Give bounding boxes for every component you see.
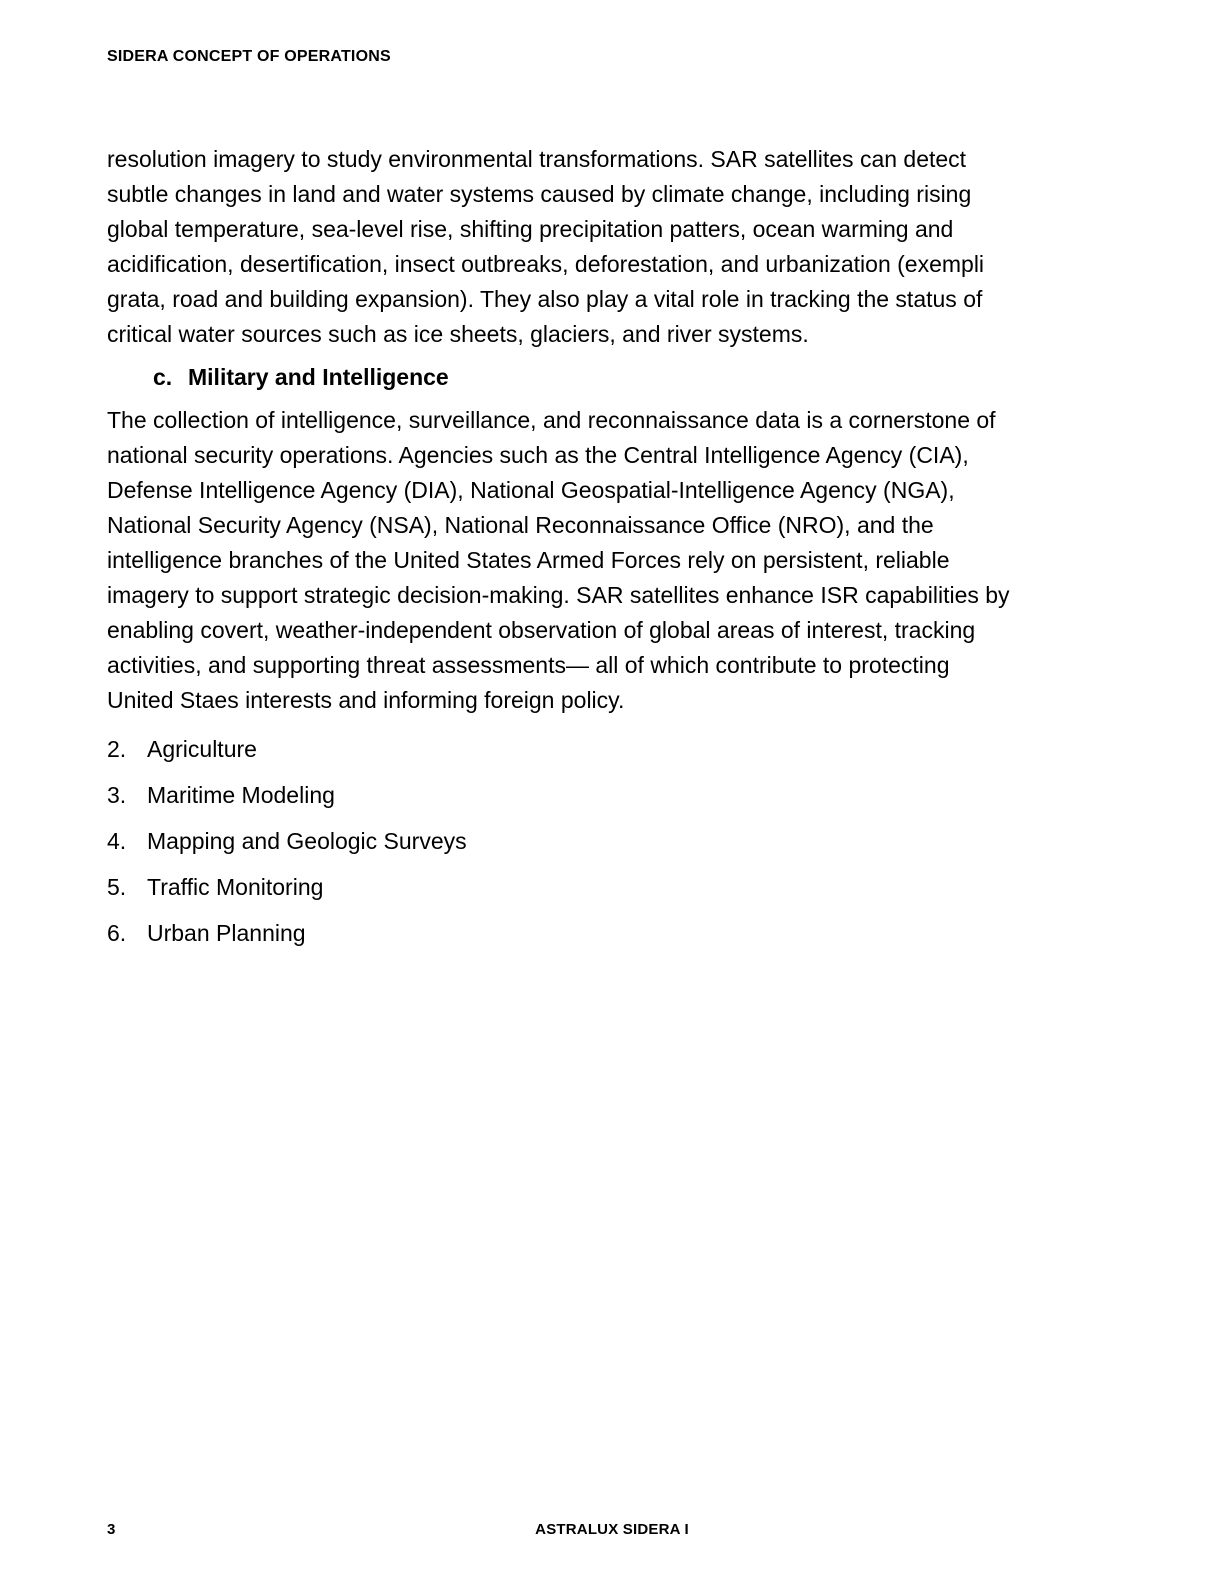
list-item-number: 4. — [107, 828, 127, 854]
paragraph-intelligence — [107, 403, 1117, 718]
list-item-label: Agriculture — [147, 736, 257, 762]
footer-doc-title: ASTRALUX SIDERA I — [535, 1521, 689, 1538]
paragraph-line: global temperature, sea-level rise, shifting precipitation patters, ocean warming and — [107, 216, 954, 242]
section-heading-military-and-intelligence — [107, 360, 1117, 395]
list-item-label: Maritime Modeling — [147, 782, 335, 808]
paragraph-line: national security operations. Agencies such as the Central Intelligence Agency (CIA), — [107, 442, 969, 468]
running-header: SIDERA CONCEPT OF OPERATIONS — [107, 48, 391, 65]
list-item — [107, 824, 1117, 859]
paragraph-line: subtle changes in land and water systems caused by climate change, including rising — [107, 181, 972, 207]
paragraph-line: grata, road and building expansion). They also play a vital role in tracking the status of — [107, 286, 983, 312]
document-body — [107, 142, 1117, 962]
paragraph-environmental — [107, 142, 1117, 352]
paragraph-line: United Staes interests and informing foreign policy. — [107, 687, 625, 713]
paragraph-line: intelligence branches of the United States Armed Forces rely on persistent, reliable — [107, 547, 950, 573]
list-item — [107, 870, 1117, 905]
heading-marker: c. — [153, 364, 173, 390]
paragraph-line: critical water sources such as ice sheets, glaciers, and river systems. — [107, 321, 809, 347]
paragraph-line: National Security Agency (NSA), National Reconnaissance Office (NRO), and the — [107, 512, 934, 538]
paragraph-line: resolution imagery to study environmental transformations. SAR satellites can detect — [107, 146, 967, 172]
paragraph-line: imagery to support strategic decision-making. SAR satellites enhance ISR capabilities by — [107, 582, 1010, 608]
paragraph-line: The collection of intelligence, surveillance, and reconnaissance data is a cornerstone of — [107, 407, 996, 433]
list-item-number: 2. — [107, 736, 127, 762]
list-item-label: Traffic Monitoring — [147, 874, 324, 900]
paragraph-line: activities, and supporting threat assessments— all of which contribute to protecting — [107, 652, 950, 678]
list-item-label: Mapping and Geologic Surveys — [147, 828, 467, 854]
paragraph-line: enabling covert, weather-independent observation of global areas of interest, tracking — [107, 617, 976, 643]
paragraph-line: Defense Intelligence Agency (DIA), National Geospatial-Intelligence Agency (NGA), — [107, 477, 955, 503]
page-number: 3 — [107, 1521, 116, 1538]
numbered-list — [107, 732, 1117, 951]
list-item-number: 5. — [107, 874, 127, 900]
list-item-number: 6. — [107, 920, 127, 946]
list-item-label: Urban Planning — [147, 920, 306, 946]
list-item — [107, 778, 1117, 813]
heading-text: Military and Intelligence — [188, 364, 449, 390]
paragraph-line: acidification, desertification, insect outbreaks, deforestation, and urbanization (exempli — [107, 251, 985, 277]
list-item — [107, 916, 1117, 951]
list-item-number: 3. — [107, 782, 127, 808]
list-item — [107, 732, 1117, 767]
